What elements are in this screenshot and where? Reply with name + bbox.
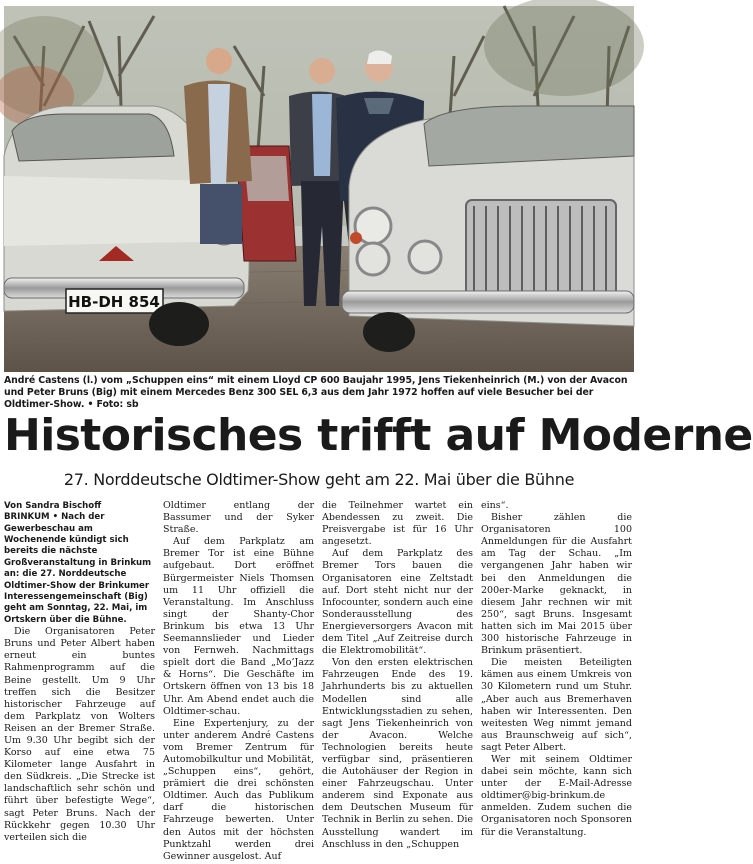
paragraph: Oldtimer entlang der Bassumer und der Syker Straße. [163,500,314,536]
article-column-4 [481,500,632,839]
license-plate: HB-DH 854 [68,293,160,311]
paragraph: Die Organisatoren Peter Bruns und Peter Albert haben erneut ein buntes Rahmenprogramm auf die Beine gestellt. Um 9 Uhr treffen sich die Besitzer historischer Fahrzeuge auf dem Parkplatz von Wolters Reisen an der Bremer Straße. Um 9.30 Uhr begibt sich der Korso auf eine etwa 75 Kilometer lange Ausfahrt in den Südkreis. „Die Strecke ist landschaftlich sehr schön und führt über befestigte Wege“, sagt Peter Bruns. Nach der Rückkehr gegen 10.30 Uhr verteilen sich die [4,626,155,843]
photo-caption: André Castens (l.) vom „Schuppen eins“ mit einem Lloyd CP 600 Baujahr 1995, Jens Tiekenheinrich (M.) von der Avacon und Peter Bruns (Big) mit einem Mercedes Benz 300 SEL 6,3 aus dem Jahr 1972 hoffen auf viele Besucher bei der Oldtimer-Show. • Foto: sb [4,375,628,410]
headline: Historisches trifft auf Moderne [4,410,753,461]
paragraph: Auf dem Parkplatz des Bremer Tors bauen die Organisatoren eine Zeltstadt auf. Dort steht nicht nur der Infocounter, sondern auch eine Sonderausstellung des Energieversorgers Avacon mit dem Titel „Auf Zeitreise durch die Elektromobilität“. [322,548,473,657]
paragraph: eins“. [481,500,509,511]
paragraph: Wer mit seinem Oldtimer dabei sein möchte, kann sich unter der E-Mail-Adresse oldtimer@big-brinkum.de anmelden. Zudem suchen die Organisatoren noch Sponsoren für die Veranstaltung. [481,753,632,838]
paragraph: Von den ersten elektrischen Fahrzeugen Ende des 19. Jahrhunderts bis zu aktuellen Modellen sind alle Entwicklungsstadien zu sehen, sagt Jens Tiekenheinrich von der Avacon. Welche Technologien bereits heute verfügbar sind, präsentieren die Autohäuser der Region in einer Fahrzeugschau. Unter anderem sind Exponate aus dem Deutschen Museum für Technik in Berlin zu sehen. Die Ausstellung wandert im Anschluss in den „Schuppen [322,657,473,850]
paragraph: Bisher zählen die Organisatoren 100 Anmeldungen für die Ausfahrt am Tag der Schau. „Im vergangenen Jahr haben wir bei den Anmeldungen die 200er-Marke geknackt, in diesem Jahr rechnen wir mit 250“, sagt Bruns. Insgesamt hatten sich im Mai 2015 über 300 historische Fahrzeuge in Brinkum präsentiert. [481,512,632,657]
article-photo [4,6,634,372]
byline: Von Sandra Bischoff [4,501,102,511]
paragraph: Die meisten Beteiligten kämen aus einem Umkreis von 30 Kilometern rund um Stuhr. „Aber auch aus Bremerhaven haben wir Interessenten. Den weitesten Weg nimmt jemand aus Braunschweig auf sich“, sagt Peter Albert. [481,657,632,753]
paragraph: die Teilnehmer wartet ein Abendessen zu zweit. Die Preisvergabe ist für 16 Uhr angesetzt. [322,500,473,548]
mercedes-car [342,106,634,352]
article-column-3 [322,500,473,851]
article-column-1 [4,500,155,844]
article-column-2 [163,500,314,863]
lead-paragraph: BRINKUM • Nach der Gewerbeschau am Wochenende kündigt sich bereits die nächste Großveranstaltung in Brinkum an: die 27. Norddeutsche Oldtimer-Show der Brinkumer Interessengemeinschaft (Big) geht am Sonntag, 22. Mai, im Ortskern über die Bühne. [4,512,152,625]
subheadline: 27. Norddeutsche Oldtimer-Show geht am 22. Mai über die Bühne [63,470,575,489]
paragraph: Auf dem Parkplatz am Bremer Tor ist eine Bühne aufgebaut. Dort eröffnet Bürgermeister Niels Thomsen um 11 Uhr offiziell die Veranstaltung. Im Anschluss singt der Shanty-Chor Brinkum bis etwa 13 Uhr Seemannslieder und Lieder von Fernweh. Nachmittags spielt dort die Band „Mo’Jazz & Horns“. Die Geschäfte im Ortskern öffnen von 13 bis 18 Uhr. Am Abend endet auch die Oldtimer-schau. [163,536,314,717]
paragraph: Eine Expertenjury, zu der unter anderem André Castens vom Bremer Zentrum für Automobilkultur und Mobilität, „Schuppen eins“, gehört, prämiert die drei schönsten Oldtimer. Auch das Publikum darf die historischen Fahrzeuge bewerten. Unter den Autos mit der höchsten Punktzahl werden drei Gewinner ausgelost. Auf [163,717,314,862]
